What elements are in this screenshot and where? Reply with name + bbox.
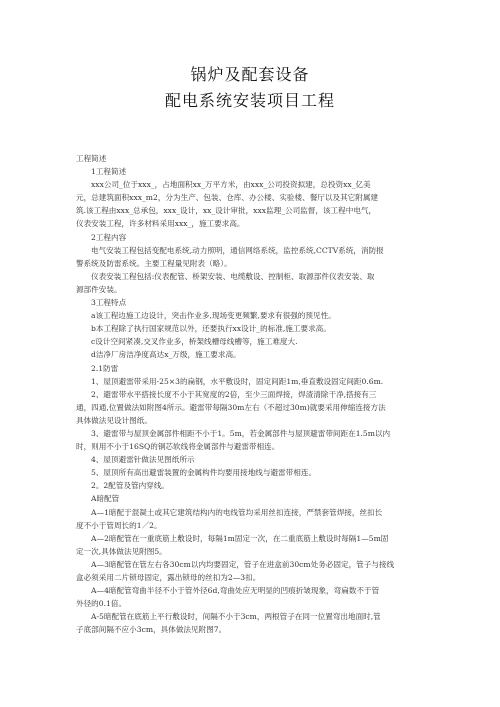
doc-line: 外径的0.1倍。 [76, 599, 127, 609]
doc-line: 仪表安装工程包括:仪表配管、桥架安装、电缆敷设、控制柜、取源部件仪表安装、取 [91, 271, 375, 281]
doc-line: 2工程内容 [91, 232, 127, 242]
doc-line: 2.1防雷 [91, 363, 119, 373]
doc-line: 仪表安装工程，许多材料采用xxx_，施工要求高。 [76, 219, 245, 229]
doc-line: 电气安装工程包括变配电系统,动力照明，通信网络系统，监控系统,CCTV系统，消防报 [91, 245, 384, 255]
doc-line: 2、避雷带水平搭接长度不小于其宽度的2倍，至少三面焊接，焊渣清除干净,搭接有三 [91, 389, 377, 399]
doc-line: A—1暗配于混凝土或其它建筑结构内的电线管均采用丝扣连接，严禁套管焊接，丝扣长 [91, 507, 383, 517]
doc-line: 1、屋顶避雷带采用-25×3的扁钢，水平敷设时，固定间距1m,垂直敷设固定间距0.6m. [91, 376, 384, 386]
doc-line: A—4暗配管弯曲半径不小于管外径6d,弯曲处应无明显的凹痕折皱现象，弯扁数不于管 [91, 586, 380, 596]
doc-line: xxx公司_位于xxx_，占地面积xx_万平方米，由xxx_公司投资拟建，总投资xx_亿美 [91, 180, 371, 190]
doc-title-line1: 锅炉及配套设备 [190, 65, 310, 84]
doc-line: A暗配管 [91, 494, 120, 504]
doc-line: 5、屋顶所有高出避雷装置的金属构件均要用接地线与避雷带相连。 [91, 468, 317, 478]
doc-line: 元，总建筑面积xxx_m2，分为生产、包装、仓库、办公楼、实验楼、餐厅以及其它附属建 [76, 193, 379, 203]
doc-line: c设计空间紧凑,交叉作业多，桥架线槽母线槽等，施工难度大. [91, 337, 298, 347]
doc-body [76, 152, 430, 636]
doc-line: 度不小于管周长的1／2。 [76, 520, 162, 530]
doc-line: A—3暗配管在管左右各30cm以内均要固定，管子在进盒前30cm处务必固定，管子与接线 [91, 559, 395, 569]
doc-line: 子底部间隔不应小3cm，具体做法见附图7。 [76, 625, 227, 635]
doc-line: 源部件安装。 [76, 284, 122, 294]
doc-line: d洁净厂房洁净度高达x_万级，施工要求高。 [91, 350, 241, 360]
doc-line: A-5暗配管在底筋上平行敷设时，间隔不小于3cm，两根管子在同一位置弯出地面时,管 [91, 612, 381, 622]
doc-line: 盒必须采用二片锁母固定，露出锁母的丝扣为2—3扣。 [76, 573, 261, 582]
doc-line: 1工程简述 [91, 167, 127, 177]
doc-line: 通，四通,位置做法如附图4所示。避雷带每隔30m左右（不超过30m)就要采用伸缩连接方法 [76, 402, 386, 412]
doc-line: 2。2配管及管内穿线。 [91, 481, 170, 491]
doc-line: 具体做法见设计图纸。 [76, 415, 152, 425]
doc-line: 时，则用不小于16SQ的铜芯软线将金属部件与避雷带相连。 [76, 442, 280, 452]
doc-line: 3、避雷带与屋顶金属部件相距不小于1。5m，若金属部件与屋顶避雷带间距在1.5m以内 [91, 428, 391, 438]
doc-title-line2: 配电系统安装项目工程 [164, 91, 335, 110]
doc-line: 4、屋顶避雷针做法见图纸所示 [91, 455, 195, 465]
doc-line: A—2暗配管在一重底筋上敷设时，每隔1m固定一次，在二重底筋上敷设时每隔1—5m固 [91, 533, 389, 543]
doc-line: 警系统及防雷系统。主要工程量见附表（略）。 [76, 258, 232, 268]
doc-line: 定一次,具体做法见附图5。 [76, 546, 167, 556]
doc-line: a该工程边施工边设计，突击作业多,现场变更频繁,要求有很强的预见性。 [91, 311, 336, 321]
doc-line: b本工程除了执行国家规范以外，还要执行xx设计_的标准,施工要求高。 [91, 324, 331, 334]
doc-line: 工程简述 [76, 154, 107, 163]
doc-line: 筑.该工程由xxx_总承包，xxx_设计，xx_设计审批，xxx监理_公司监督，该工程中电气， [76, 206, 377, 216]
doc-line: 3工程特点 [91, 298, 127, 308]
